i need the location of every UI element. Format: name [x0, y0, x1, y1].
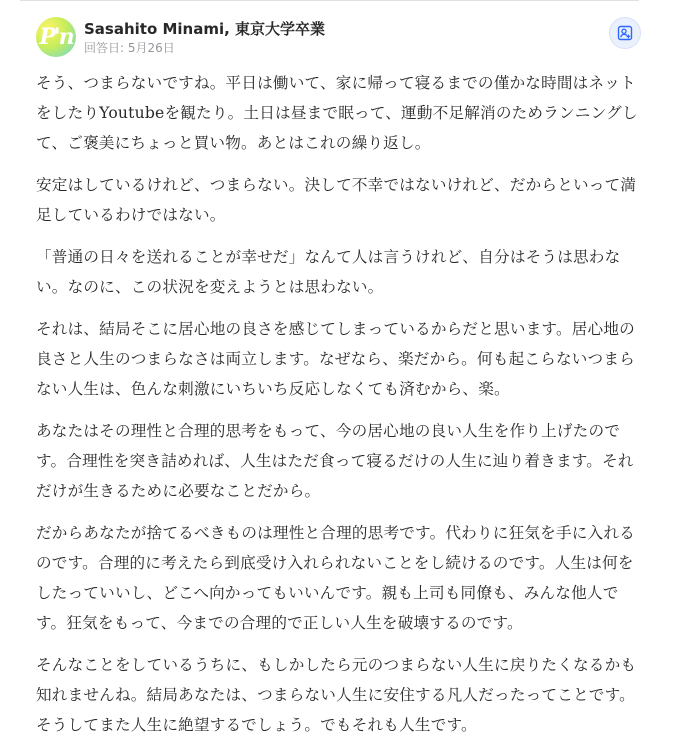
answer-paragraph: 安定はしているけれど、つまらない。決して不幸ではないけれど、だからといって満足しているわけではない。: [36, 176, 637, 224]
author-name[interactable]: Sasahito Minami, 東京大学卒業: [84, 20, 326, 38]
answer-body: [36, 68, 638, 752]
answer-paragraph: だからあなたが捨てるべきものは理性と合理的思考です。代わりに狂気を手に入れるのです。合理的に考えたら到底受け入れられないことをし続けるのです。人生は何をしたっていいし、どこへ向かってもいいんです。親も上司も同僚も、みんな他人です。狂気をもって、今までの合理的で正しい人生を破壊するのです。: [36, 524, 635, 632]
answer-paragraph: そんなことをしているうちに、もしかしたら元のつまらない人生に戻りたくなるかも知れませんね。結局あなたは、つまらない人生に安住する凡人だったってことです。そうしてまた人生に絶望するでしょう。でもそれも人生です。: [36, 656, 637, 734]
follow-user-icon: [617, 25, 633, 41]
top-divider: [20, 0, 639, 1]
answer-paragraph: 「普通の日々を送れることが幸せだ」なんて人は言うけれど、自分はそうは思わない。なのに、この状況を変えようとは思わない。: [36, 248, 621, 296]
avatar-initials-icon: P'n: [39, 24, 73, 50]
author-avatar[interactable]: [36, 17, 76, 57]
answer-header: [36, 17, 641, 61]
follow-user-button[interactable]: [609, 17, 641, 49]
answered-date[interactable]: 回答日: 5月26日: [84, 41, 175, 55]
answer-paragraph: あなたはその理性と合理的思考をもって、今の居心地の良い人生を作り上げたのです。合理性を突き詰めれば、人生はただ食って寝るだけの人生に辿り着きます。それだけが生きるために必要なことだから。: [36, 422, 634, 500]
answer-paragraph: そう、つまらないですね。平日は働いて、家に帰って寝るまでの僅かな時間はネットをしたりYoutubeを観たり。土日は昼まで眠って、運動不足解消のためランニングして、ご褒美にちょっと買い物。あとはこれの繰り返し。: [36, 74, 638, 152]
answer-paragraph: それは、結局そこに居心地の良さを感じてしまっているからだと思います。居心地の良さと人生のつまらなさは両立します。なぜなら、楽だから。何も起こらないつまらない人生は、色んな刺激にいちいち反応しなくても済むから、楽。: [36, 320, 635, 398]
